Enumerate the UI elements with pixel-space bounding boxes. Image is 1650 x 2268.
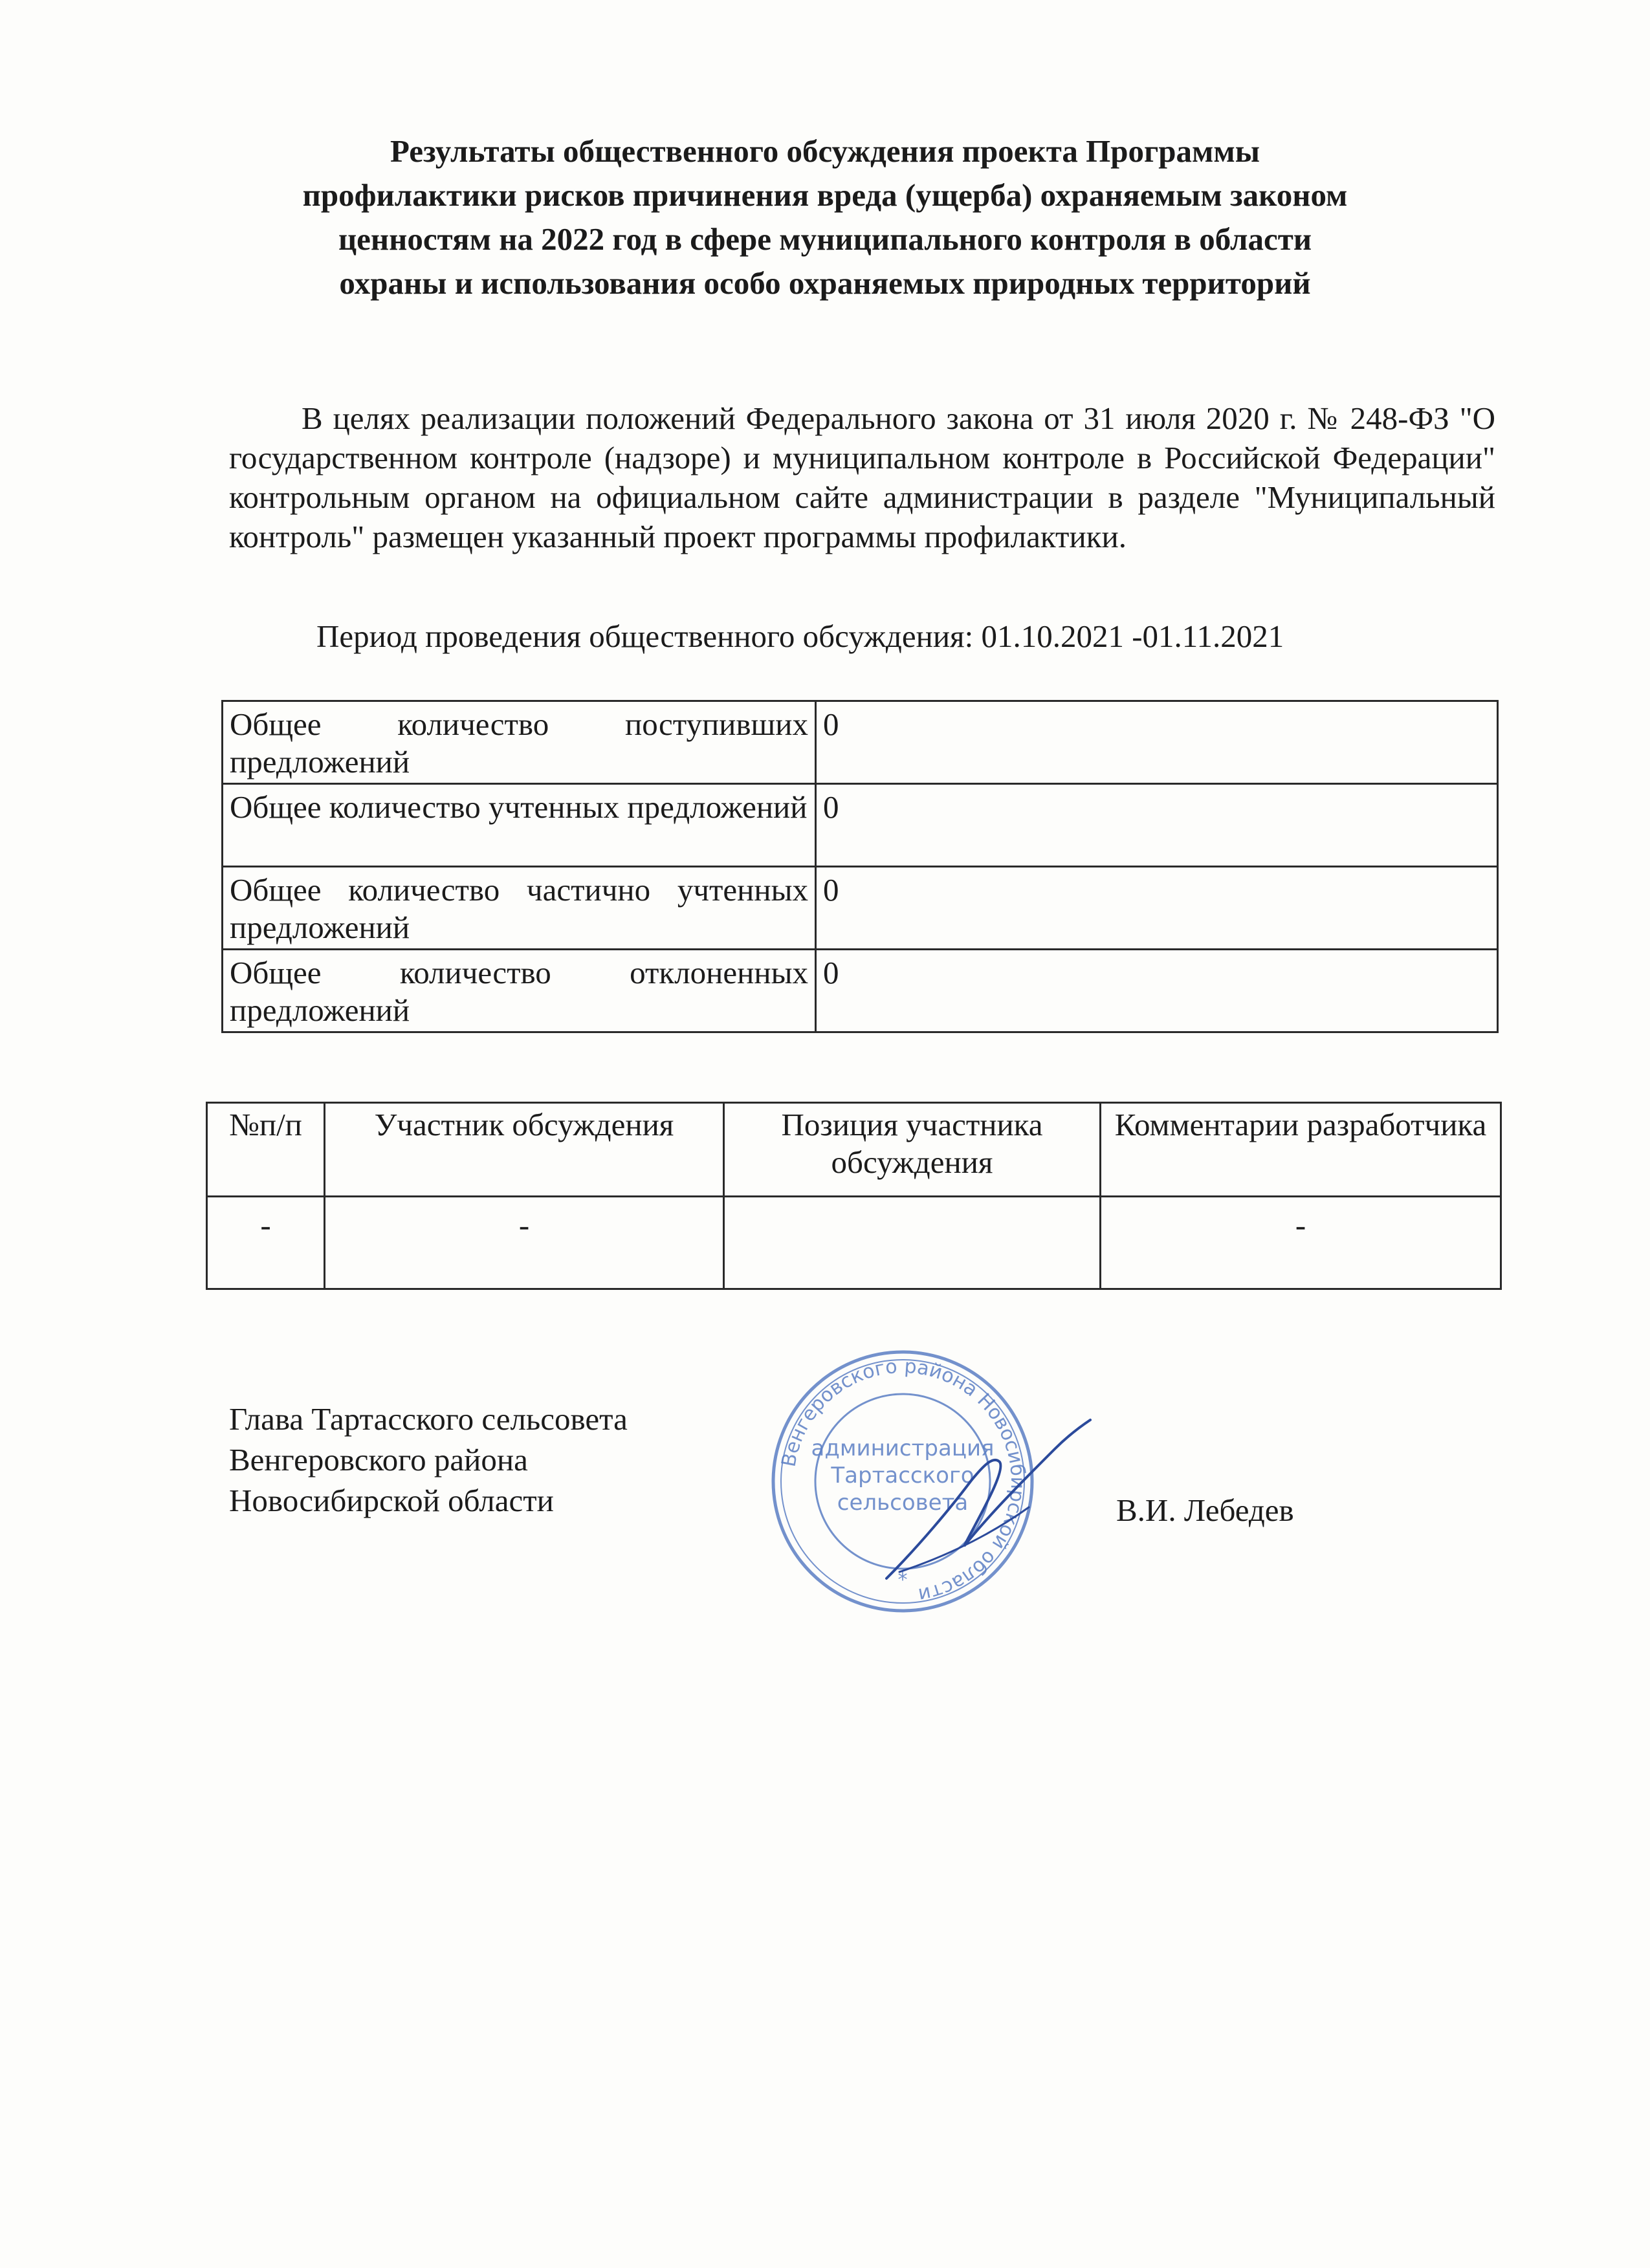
position-line: Глава Тартасского сельсовета [229, 1401, 628, 1437]
title-line: ценностям на 2022 год в сфере муниципального контроля в области [338, 221, 1312, 257]
summary-value: 0 [816, 950, 1498, 1032]
table-header-row [207, 1103, 1501, 1197]
summary-table [221, 700, 1499, 1033]
summary-label: Общее количество отклоненных предложений [223, 950, 816, 1032]
column-header: №п/п [207, 1103, 325, 1197]
summary-value: 0 [816, 867, 1498, 950]
stamp-inner-line: Тартасского [831, 1463, 974, 1488]
column-header: Позиция участника обсуждения [724, 1103, 1101, 1197]
summary-label: Общее количество частично учтенных предложений [223, 867, 816, 950]
table-row [223, 784, 1498, 867]
title-line: профилактики рисков причинения вреда (ущерба) охраняемым законом [302, 177, 1348, 213]
position-line: Новосибирской области [229, 1483, 554, 1518]
table-row [207, 1197, 1501, 1289]
table-cell: - [1101, 1197, 1501, 1289]
handwritten-signature [861, 1410, 1106, 1604]
stamp-inner-line: сельсовета [837, 1490, 969, 1516]
document-title [194, 129, 1456, 305]
table-row [223, 867, 1498, 950]
position-line: Венгеровского района [229, 1442, 528, 1477]
signer-position [229, 1399, 628, 1521]
summary-label: Общее количество поступивших предложений [223, 701, 816, 784]
signer-name: В.И. Лебедев [1116, 1492, 1294, 1528]
summary-label: Общее количество учтенных предложений [223, 784, 816, 867]
table-cell [724, 1197, 1101, 1289]
summary-value: 0 [816, 701, 1498, 784]
intro-paragraph: В целях реализации положений Федерального закона от 31 июля 2020 г. № 248-ФЗ "О государственном контроле (надзоре) и муниципальном контроле в Российской Федерации" контрольным органом на официальном сайте администрации в разделе "Муниципальный контроль" размещен указанный проект программы профилактики. [229, 400, 1495, 554]
title-line: Результаты общественного обсуждения проекта Программы [390, 133, 1260, 169]
participants-table [206, 1102, 1502, 1290]
table-cell: - [207, 1197, 325, 1289]
column-header: Комментарии разработчика [1101, 1103, 1501, 1197]
title-line: охраны и использования особо охраняемых природных территорий [339, 265, 1311, 301]
discussion-period: Период проведения общественного обсуждения: 01.10.2021 -01.11.2021 [316, 618, 1284, 654]
table-row [223, 701, 1498, 784]
stamp-inner-line: администрация [811, 1435, 995, 1461]
table-row [223, 950, 1498, 1032]
column-header: Участник обсуждения [325, 1103, 724, 1197]
table-cell: - [325, 1197, 724, 1289]
summary-value: 0 [816, 784, 1498, 867]
svg-text:*: * [897, 1569, 908, 1591]
stamp-outer-text: Венгеровского района Новосибирской области [777, 1355, 1029, 1607]
